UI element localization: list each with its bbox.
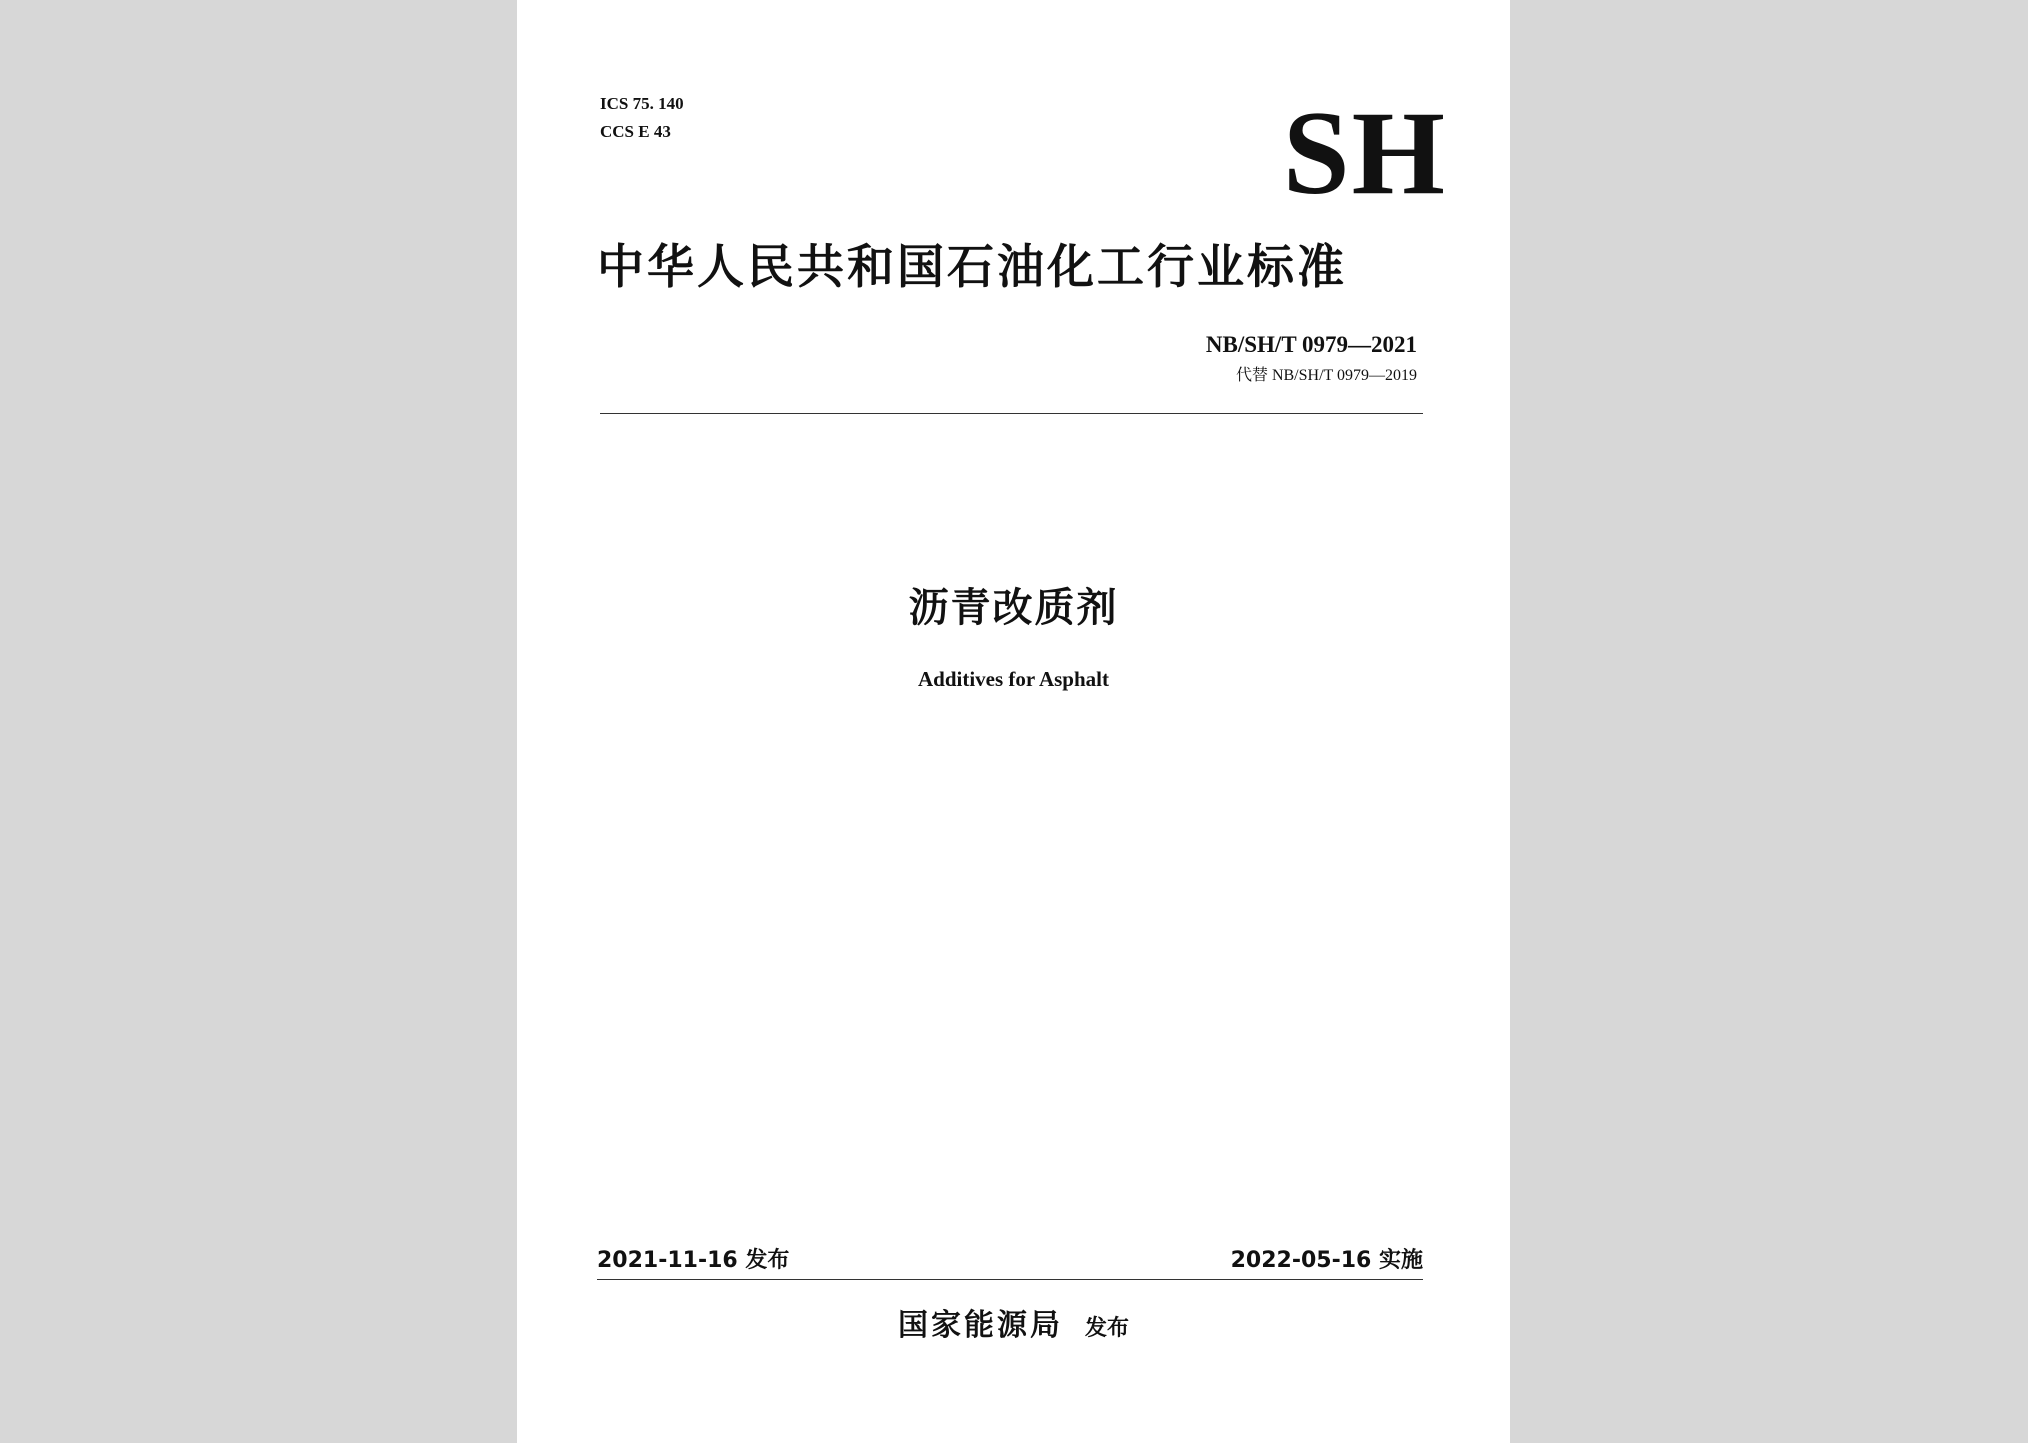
footer-divider: [597, 1279, 1423, 1280]
replaces-standard: 代替 NB/SH/T 0979—2019: [1235, 367, 1417, 384]
publisher-line: [517, 1304, 1510, 1351]
issue-date: 2021-11-16 发布: [597, 1248, 790, 1273]
classification-codes: [600, 90, 684, 146]
standard-code: NB/SH/T 0979—2021: [1205, 332, 1417, 357]
ics-code: ICS 75. 140: [600, 94, 684, 113]
implementation-date: 2022-05-16 实施: [1230, 1248, 1423, 1273]
sh-logo: SH: [1282, 86, 1447, 219]
standard-category-title: 中华人民共和国石油化工行业标准: [597, 240, 1347, 295]
publisher-name: 国家能源局: [897, 1308, 1063, 1343]
ccs-code: CCS E 43: [600, 122, 671, 141]
document-title-chinese: 沥青改质剂: [908, 585, 1119, 631]
header-divider: [600, 413, 1423, 414]
document-page: [517, 0, 1510, 1443]
document-title-english: Additives for Asphalt: [918, 667, 1109, 691]
publisher-suffix: 发布: [1084, 1316, 1129, 1341]
